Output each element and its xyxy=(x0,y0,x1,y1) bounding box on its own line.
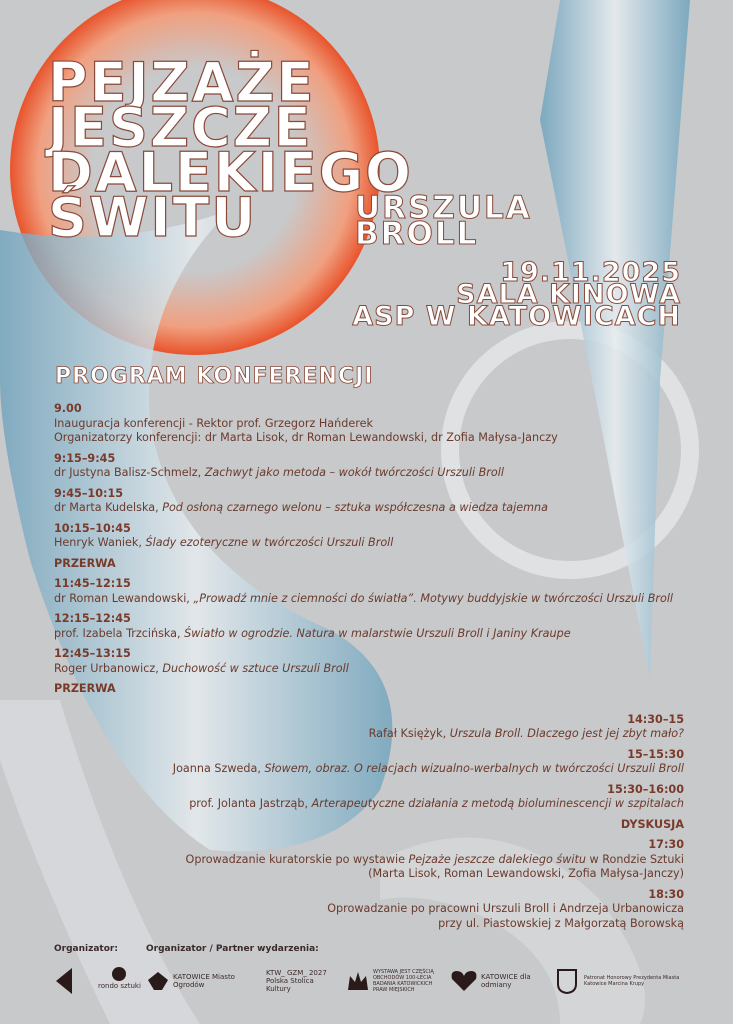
speaker-text: Joanna Szweda, xyxy=(172,762,265,775)
organizer-label: Organizator: xyxy=(54,944,118,954)
footer xyxy=(54,944,694,1004)
author-name xyxy=(355,190,532,252)
program-slot xyxy=(54,647,684,676)
speaker-text: w Rondzie Sztuki xyxy=(585,852,684,866)
slot-line xyxy=(54,417,684,432)
logo-patronat xyxy=(556,966,684,996)
break-label: DYSKUSJA xyxy=(620,817,684,831)
speaker-text: Roger Urbanowicz, xyxy=(54,661,163,675)
title-line: ŚWITU xyxy=(48,186,258,249)
slot-line xyxy=(54,867,684,882)
slot-time: 11:45–12:15 xyxy=(54,577,131,590)
program-slot xyxy=(54,783,684,812)
program-slot xyxy=(54,577,684,606)
slot-line xyxy=(54,853,684,868)
slot-line xyxy=(54,902,684,917)
title-line: PEJZAŻE xyxy=(48,51,316,114)
logo-ktw-gzm xyxy=(266,966,330,996)
talk-title: Słowem, obraz. O relacjach wizualno-werbalnych w twórczości Urszuli Broll xyxy=(264,762,684,775)
speaker-text: prof. Jolanta Jastrząb, xyxy=(189,797,312,810)
logo-miasto-ogrodow xyxy=(146,966,246,996)
program-slot xyxy=(54,487,684,516)
logo-rondo xyxy=(98,966,141,996)
slot-time: 10:15–10:45 xyxy=(54,521,131,535)
slot-line xyxy=(54,536,684,551)
program-slot xyxy=(54,452,684,481)
program-title: PROGRAM KONFERENCJI xyxy=(55,364,374,389)
slot-time: 14:30–15 xyxy=(627,712,684,726)
slot-time: 17:30 xyxy=(648,838,684,851)
program-slot xyxy=(54,888,684,932)
speaker-text: Oprowadzanie kuratorskie po wystawie xyxy=(185,852,409,866)
talk-title: Ślady ezoteryczne w twórczości Urszuli Broll xyxy=(145,536,394,549)
slot-line xyxy=(54,727,684,742)
talk-title: Pejzaże jeszcze dalekiego świtu xyxy=(408,852,586,866)
author-line: BROLL xyxy=(355,216,479,252)
speaker-text: (Marta Lisok, Roman Lewandowski, Zofia Małysa-Janczy) xyxy=(368,867,684,880)
program-slot xyxy=(54,612,684,641)
talk-title: „Prowadź mnie z ciemności do światła”. Motywy buddyjskie w twórczości Urszuli Broll xyxy=(193,591,674,605)
logo-text: KATOWICE dla odmiany xyxy=(481,973,531,989)
slot-line xyxy=(54,592,684,607)
program-slot xyxy=(54,748,684,777)
speaker-text: dr Roman Lewandowski, xyxy=(54,591,194,605)
speaker-text: Oprowadzanie po pracowni Urszuli Broll i Andrzeja Urbanowicza xyxy=(327,902,684,915)
program-slot xyxy=(54,522,684,551)
title-line: JESZCZE xyxy=(48,96,313,159)
afternoon-program xyxy=(54,713,684,932)
slot-line xyxy=(54,431,684,446)
logo-text: KATOWICE Miasto Ogrodów xyxy=(173,973,235,989)
event-info xyxy=(352,257,681,332)
slot-time: 9.00 xyxy=(54,402,82,415)
slot-line xyxy=(54,466,684,481)
slot-line xyxy=(54,762,684,777)
slot-line xyxy=(54,662,684,677)
break-label: PRZERWA xyxy=(54,556,116,570)
slot-line xyxy=(54,797,684,812)
flower-icon xyxy=(146,970,170,992)
slot-time: 12:15–12:45 xyxy=(54,612,131,625)
coat-of-arms-icon xyxy=(556,968,578,994)
speaker-text: Rafał Księżyk, xyxy=(368,727,450,740)
logo-text: rondo sztuki xyxy=(98,982,141,990)
rondo-icon xyxy=(111,966,127,982)
author-line: URSZULA xyxy=(355,190,532,226)
break-label: PRZERWA xyxy=(54,682,116,695)
speaker-text: Inauguracja konferencji - Rektor prof. Grzegorz Hańderek xyxy=(54,416,373,430)
slot-time: 15:30–16:00 xyxy=(607,782,684,796)
logo-text: Patronat Honorowy Prezydenta Miasta Katowice Marcina Krupy xyxy=(584,975,680,987)
slot-time: 12:45–13:15 xyxy=(54,647,131,660)
slot-time: 18:30 xyxy=(648,887,684,901)
crown-icon xyxy=(346,970,370,992)
logo-text: KTW_ GZM_ 2027 Polska Stolica Kultury xyxy=(266,969,327,993)
slot-line xyxy=(54,501,684,516)
event-place: ASP W KATOWICACH xyxy=(352,301,681,332)
event-place: SALA KINOWA xyxy=(456,279,681,310)
program-slot xyxy=(54,713,684,742)
asp-logo-icon xyxy=(54,968,74,994)
slot-time: 9:45–10:15 xyxy=(54,486,124,500)
program-slot xyxy=(54,402,684,446)
talk-title: Zachwyt jako metoda – wokół twórczości Urszuli Broll xyxy=(204,466,504,479)
slot-time: 15–15:30 xyxy=(627,747,684,761)
asp-logo xyxy=(54,966,74,996)
speaker-text: Henryk Waniek, xyxy=(54,536,146,549)
speaker-text: przy ul. Piastowskiej z Małgorzatą Borowską xyxy=(438,916,684,930)
speaker-text: dr Justyna Balisz-Schmelz, xyxy=(54,466,205,479)
program-list xyxy=(54,402,684,937)
talk-title: Światło w ogrodzie. Natura w malarstwie Urszuli Broll i Janiny Kraupe xyxy=(184,626,571,640)
logo-wystawa xyxy=(346,966,446,996)
partner-label: Organizator / Partner wydarzenia: xyxy=(146,944,319,954)
talk-title: Arterapeutyczne działania z metodą bioluminescencji w szpitalach xyxy=(311,797,684,810)
logo-katowice xyxy=(450,966,544,996)
slot-time: 9:15–9:45 xyxy=(54,451,116,465)
heart-icon xyxy=(450,969,478,993)
speaker-text: prof. Izabela Trzcińska, xyxy=(54,626,185,640)
event-date: 19.11.2025 xyxy=(500,257,681,288)
program-slot xyxy=(54,838,684,882)
speaker-text: dr Marta Kudelska, xyxy=(54,501,163,514)
speaker-text: Organizatorzy konferencji: dr Marta Lisok, dr Roman Lewandowski, dr Zofia Małysa-Janczy xyxy=(54,431,558,444)
talk-title: Pod osłoną czarnego welonu – sztuka współczesna a wiedza tajemna xyxy=(162,501,548,514)
talk-title: Urszula Broll. Dlaczego jest jej zbyt mało? xyxy=(449,727,684,740)
title-line: DALEKIEGO xyxy=(48,141,413,204)
slot-line xyxy=(54,627,684,642)
slot-line xyxy=(54,917,684,932)
talk-title: Duchowość w sztuce Urszuli Broll xyxy=(162,661,349,675)
logo-text: WYSTAWA JEST CZĘŚCIĄ OBCHODÓW 100-LECIA BADANIA KATOWICKICH PRAW MIEJSKICH xyxy=(373,969,434,993)
